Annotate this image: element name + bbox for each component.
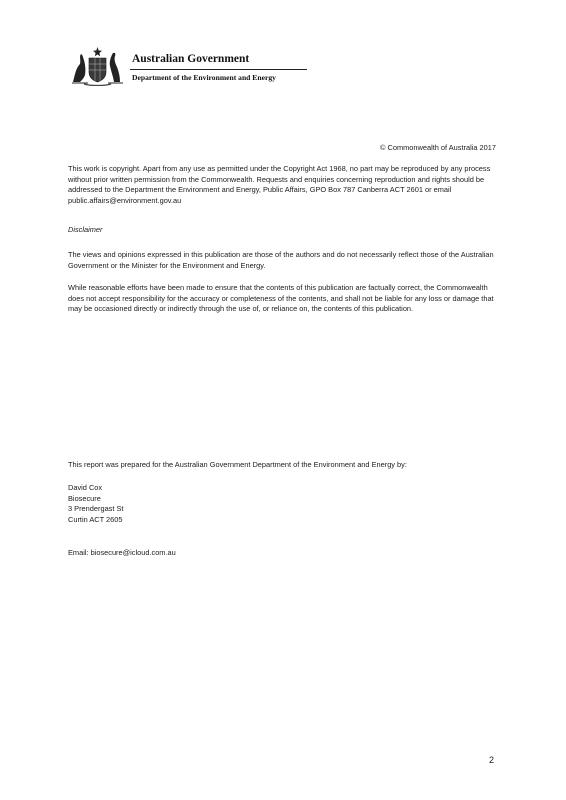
coat-of-arms-logo — [70, 44, 125, 86]
author-name: David Cox — [68, 483, 103, 492]
author-address — [68, 483, 498, 525]
page-number: 2 — [488, 755, 494, 765]
author-locality: Curtin ACT 2605 — [68, 514, 123, 524]
author-organisation: Biosecure — [68, 493, 101, 503]
government-header — [70, 44, 310, 86]
copyright-notice: This work is copyright. Apart from any use as permitted under the Copyright Act 1968, no part may be reproduced by any process without prior written permission from the Commonwealth. Requests and enquiries concerning reproduction and rights should be addressed to the Department the Environment and Energy, Public Affairs, GPO Box 787 Canberra ACT 2601 or email public.affairs@environment.gov.au — [68, 164, 491, 205]
department-name: Department of the Environment and Energy — [132, 73, 276, 82]
government-name: Australian Government — [132, 53, 250, 65]
header-rule — [130, 69, 307, 70]
prepared-for-paragraph: This report was prepared for the Australian Government Department of the Environment and Energy by: — [68, 460, 407, 469]
views-paragraph: The views and opinions expressed in this publication are those of the authors and do not necessarily reflect those of the Australian Government or the Minister for the Environment and Energy. — [68, 250, 494, 270]
copyright-line: © Commonwealth of Australia 2017 — [380, 143, 496, 152]
efforts-paragraph: While reasonable efforts have been made to ensure that the contents of this publication are factually correct, the Commonwealth does not accept responsibility for the accuracy or completeness of the contents, and shall not be liable for any loss or damage that may be occasioned directly or indirectly through the use of, or reliance on, the contents of this publication. — [68, 283, 494, 314]
author-street: 3 Prendergast St — [68, 504, 124, 514]
disclaimer-heading: Disclaimer — [68, 225, 103, 234]
contact-email: Email: biosecure@icloud.com.au — [68, 548, 176, 557]
